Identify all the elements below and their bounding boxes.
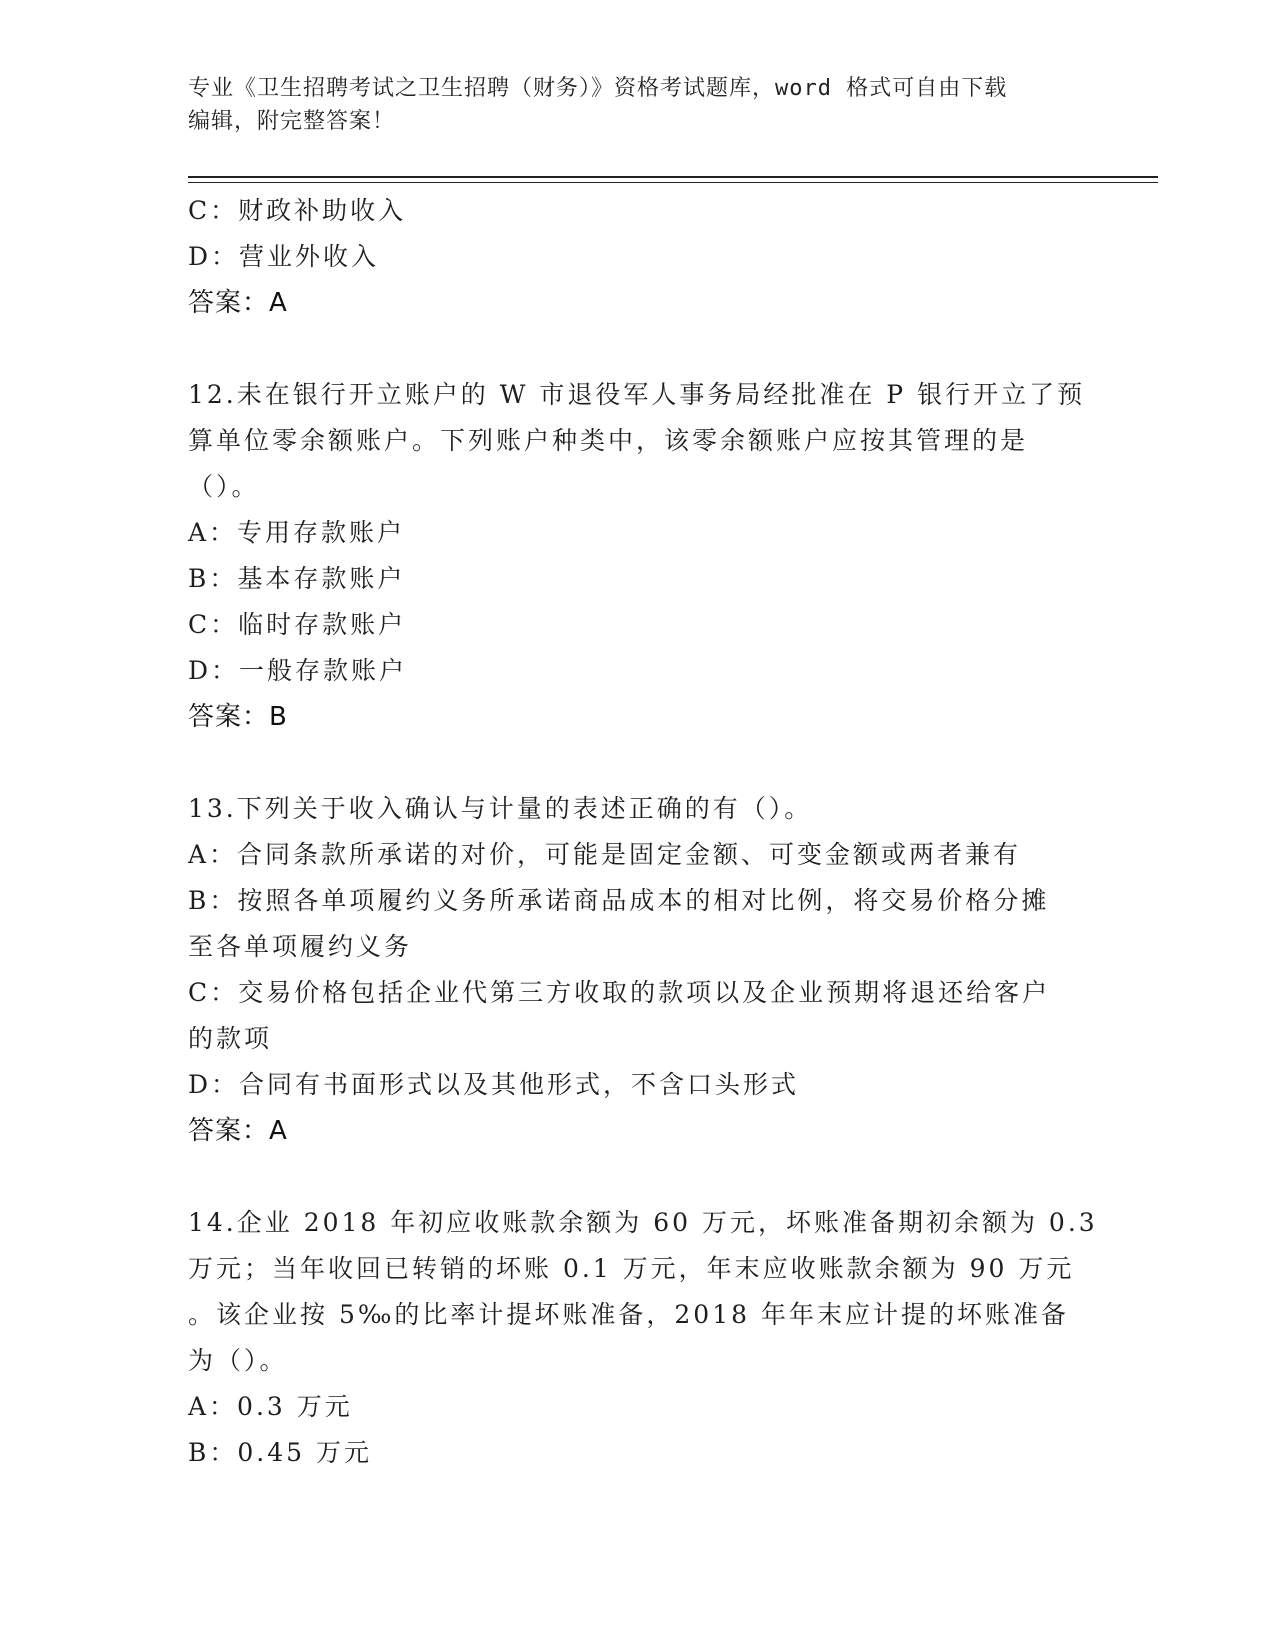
- q13-stem: 13.下列关于收入确认与计量的表述正确的有（）。: [188, 794, 813, 823]
- q13-option-b-line-1: B：按照各单项履约义务所承诺商品成本的相对比例，将交易价格分摊: [188, 886, 1050, 915]
- q14-stem-line-4: 为（）。: [188, 1346, 288, 1375]
- q12-answer: 答案：B: [188, 702, 288, 732]
- header-line-2: 编辑，附完整答案！: [188, 109, 396, 134]
- header-rule-thick: [188, 176, 1158, 178]
- q12-option-c: C：临时存款账户: [188, 610, 407, 639]
- q14-stem-line-2: 万元；当年收回已转销的坏账 0.1 万元，年末应收账款余额为 90 万元: [188, 1254, 1075, 1283]
- spacer: [188, 1154, 1088, 1200]
- header-rule-thin: [188, 182, 1158, 183]
- q12-option-b: B：基本存款账户: [188, 564, 406, 593]
- q14-stem-line-3: 。该企业按 5‰的比率计提坏账准备，2018 年年末应计提的坏账准备: [188, 1300, 1069, 1329]
- q13-option-b-line-2: 至各单项履约义务: [188, 932, 413, 961]
- q14-stem-line-1: 14.企业 2018 年初应收账款余额为 60 万元，坏账准备期初余额为 0.3: [188, 1208, 1098, 1237]
- spacer: [188, 740, 1088, 786]
- q12-stem-line-3: （）。: [188, 472, 260, 501]
- q14-option-a: A：0.3 万元: [188, 1392, 353, 1421]
- q13-answer: 答案：A: [188, 1116, 288, 1146]
- header-line-1: 专业《卫生招聘考试之卫生招聘（财务）》资格考试题库，word 格式可自由下载: [188, 76, 1008, 101]
- q13-option-c-line-1: C：交易价格包括企业代第三方收取的款项以及企业预期将退还给客户: [188, 978, 1051, 1007]
- prev-option-d: D：营业外收入: [188, 242, 380, 271]
- q13-option-c-line-2: 的款项: [188, 1024, 273, 1053]
- prev-answer: 答案：A: [188, 288, 288, 318]
- q13-option-a: A：合同条款所承诺的对价，可能是固定金额、可变金额或两者兼有: [188, 840, 1022, 869]
- q12-option-d: D：一般存款账户: [188, 656, 408, 685]
- q12-stem-line-2: 算单位零余额账户。下列账户种类中，该零余额账户应按其管理的是: [188, 426, 1029, 455]
- question-content: [188, 188, 1098, 1476]
- prev-option-c: C：财政补助收入: [188, 196, 407, 225]
- q13-option-d: D：合同有书面形式以及其他形式，不含口头形式: [188, 1070, 800, 1099]
- q12-option-a: A：专用存款账户: [188, 518, 406, 547]
- spacer: [188, 326, 1088, 372]
- q12-stem-line-1: 12.未在银行开立账户的 W 市退役军人事务局经批准在 P 银行开立了预: [188, 380, 1086, 409]
- document-header: [188, 72, 1088, 138]
- q14-option-b: B：0.45 万元: [188, 1438, 372, 1467]
